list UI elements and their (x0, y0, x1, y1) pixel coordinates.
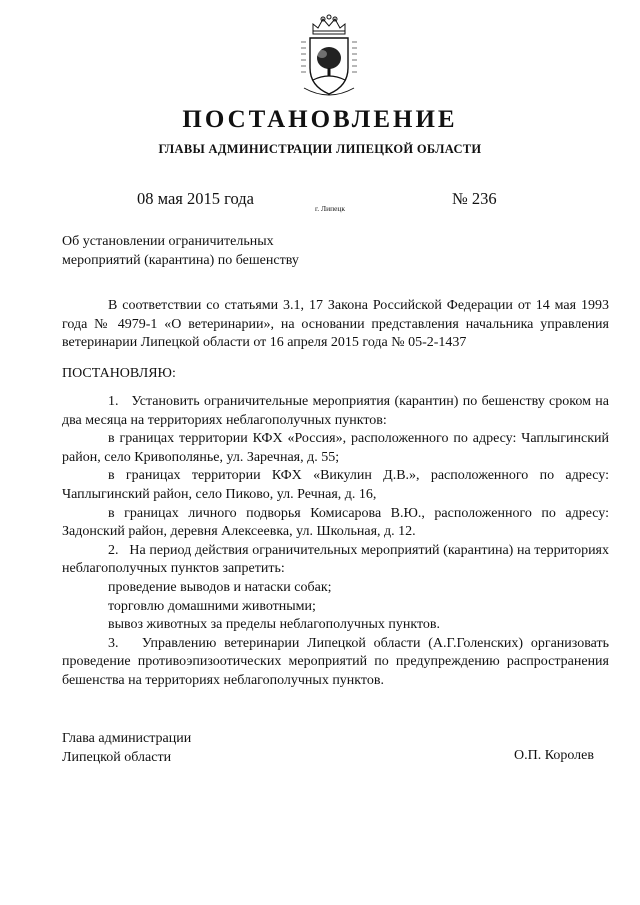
decree-item: торговлю домашними животными; (108, 598, 316, 614)
document-city: г. Липецк (315, 204, 346, 213)
decree-item: в границах территории КФХ «Викулин Д.В.», расположенного по адресу: Чаплыгинский район, село Пиково, ул. Речная, д. 16, (62, 468, 609, 502)
document-date: 08 мая 2015 года (137, 189, 254, 208)
signatory-position-line: Глава администрации (62, 731, 192, 746)
preamble (62, 297, 609, 353)
decree-item: в границах территории КФХ «Россия», расположенного по адресу: Чаплыгинский район, село Кривополянье, ул. Заречная, д. 55; (62, 431, 609, 465)
decree-item: проведение выводов и натаски собак; (108, 579, 332, 595)
document-subject (62, 232, 299, 270)
signatory-position-line: Липецкой области (62, 750, 172, 765)
document-title: ПОСТАНОВЛЕНИЕ (182, 106, 458, 133)
decree-word: ПОСТАНОВЛЯЮ: (62, 366, 176, 381)
document-subtitle: ГЛАВЫ АДМИНИСТРАЦИИ ЛИПЕЦКОЙ ОБЛАСТИ (158, 142, 482, 156)
decree-item: 1. Установить ограничительные мероприятия (карантин) по бешенству сроком на два месяца на территориях неблагополучных пунктов: (62, 394, 609, 428)
decree-item: 3. Управлению ветеринарии Липецкой области (А.Г.Голенских) организовать проведение противоэпизоотических мероприятий по предупреждению распространения бешенства на территориях неблагополучных пунктов. (62, 635, 609, 688)
decree-item: 2. На период действия ограничительных мероприятий (карантина) на территориях неблагополучных пунктов запретить: (62, 542, 609, 577)
decree-items (62, 393, 609, 691)
subject-line: Об установлении ограничительных (62, 234, 274, 249)
subject-line: мероприятий (карантина) по бешенству (62, 253, 299, 268)
signatory-position (62, 729, 191, 767)
decree-item: вывоз животных за пределы неблагополучных пунктов. (108, 617, 441, 633)
preamble-paragraph: В соответствии со статьями 3.1, 17 Закона Российской Федерации от 14 мая 1993 года № 4979-1 «О ветеринарии», на основании представления начальника управления ветеринарии Липецкой области от 16 апреля 2015 года № 05-2-1437 (62, 298, 609, 351)
signatory-name: О.П. Королев (514, 748, 594, 763)
coat-of-arms-icon (298, 14, 360, 98)
document-number: № 236 (452, 189, 497, 208)
decree-item: в границах личного подворья Комисарова В.Ю., расположенного по адресу: Задонский район, деревня Алексеевка, ул. Школьная, д. 12. (62, 505, 609, 540)
